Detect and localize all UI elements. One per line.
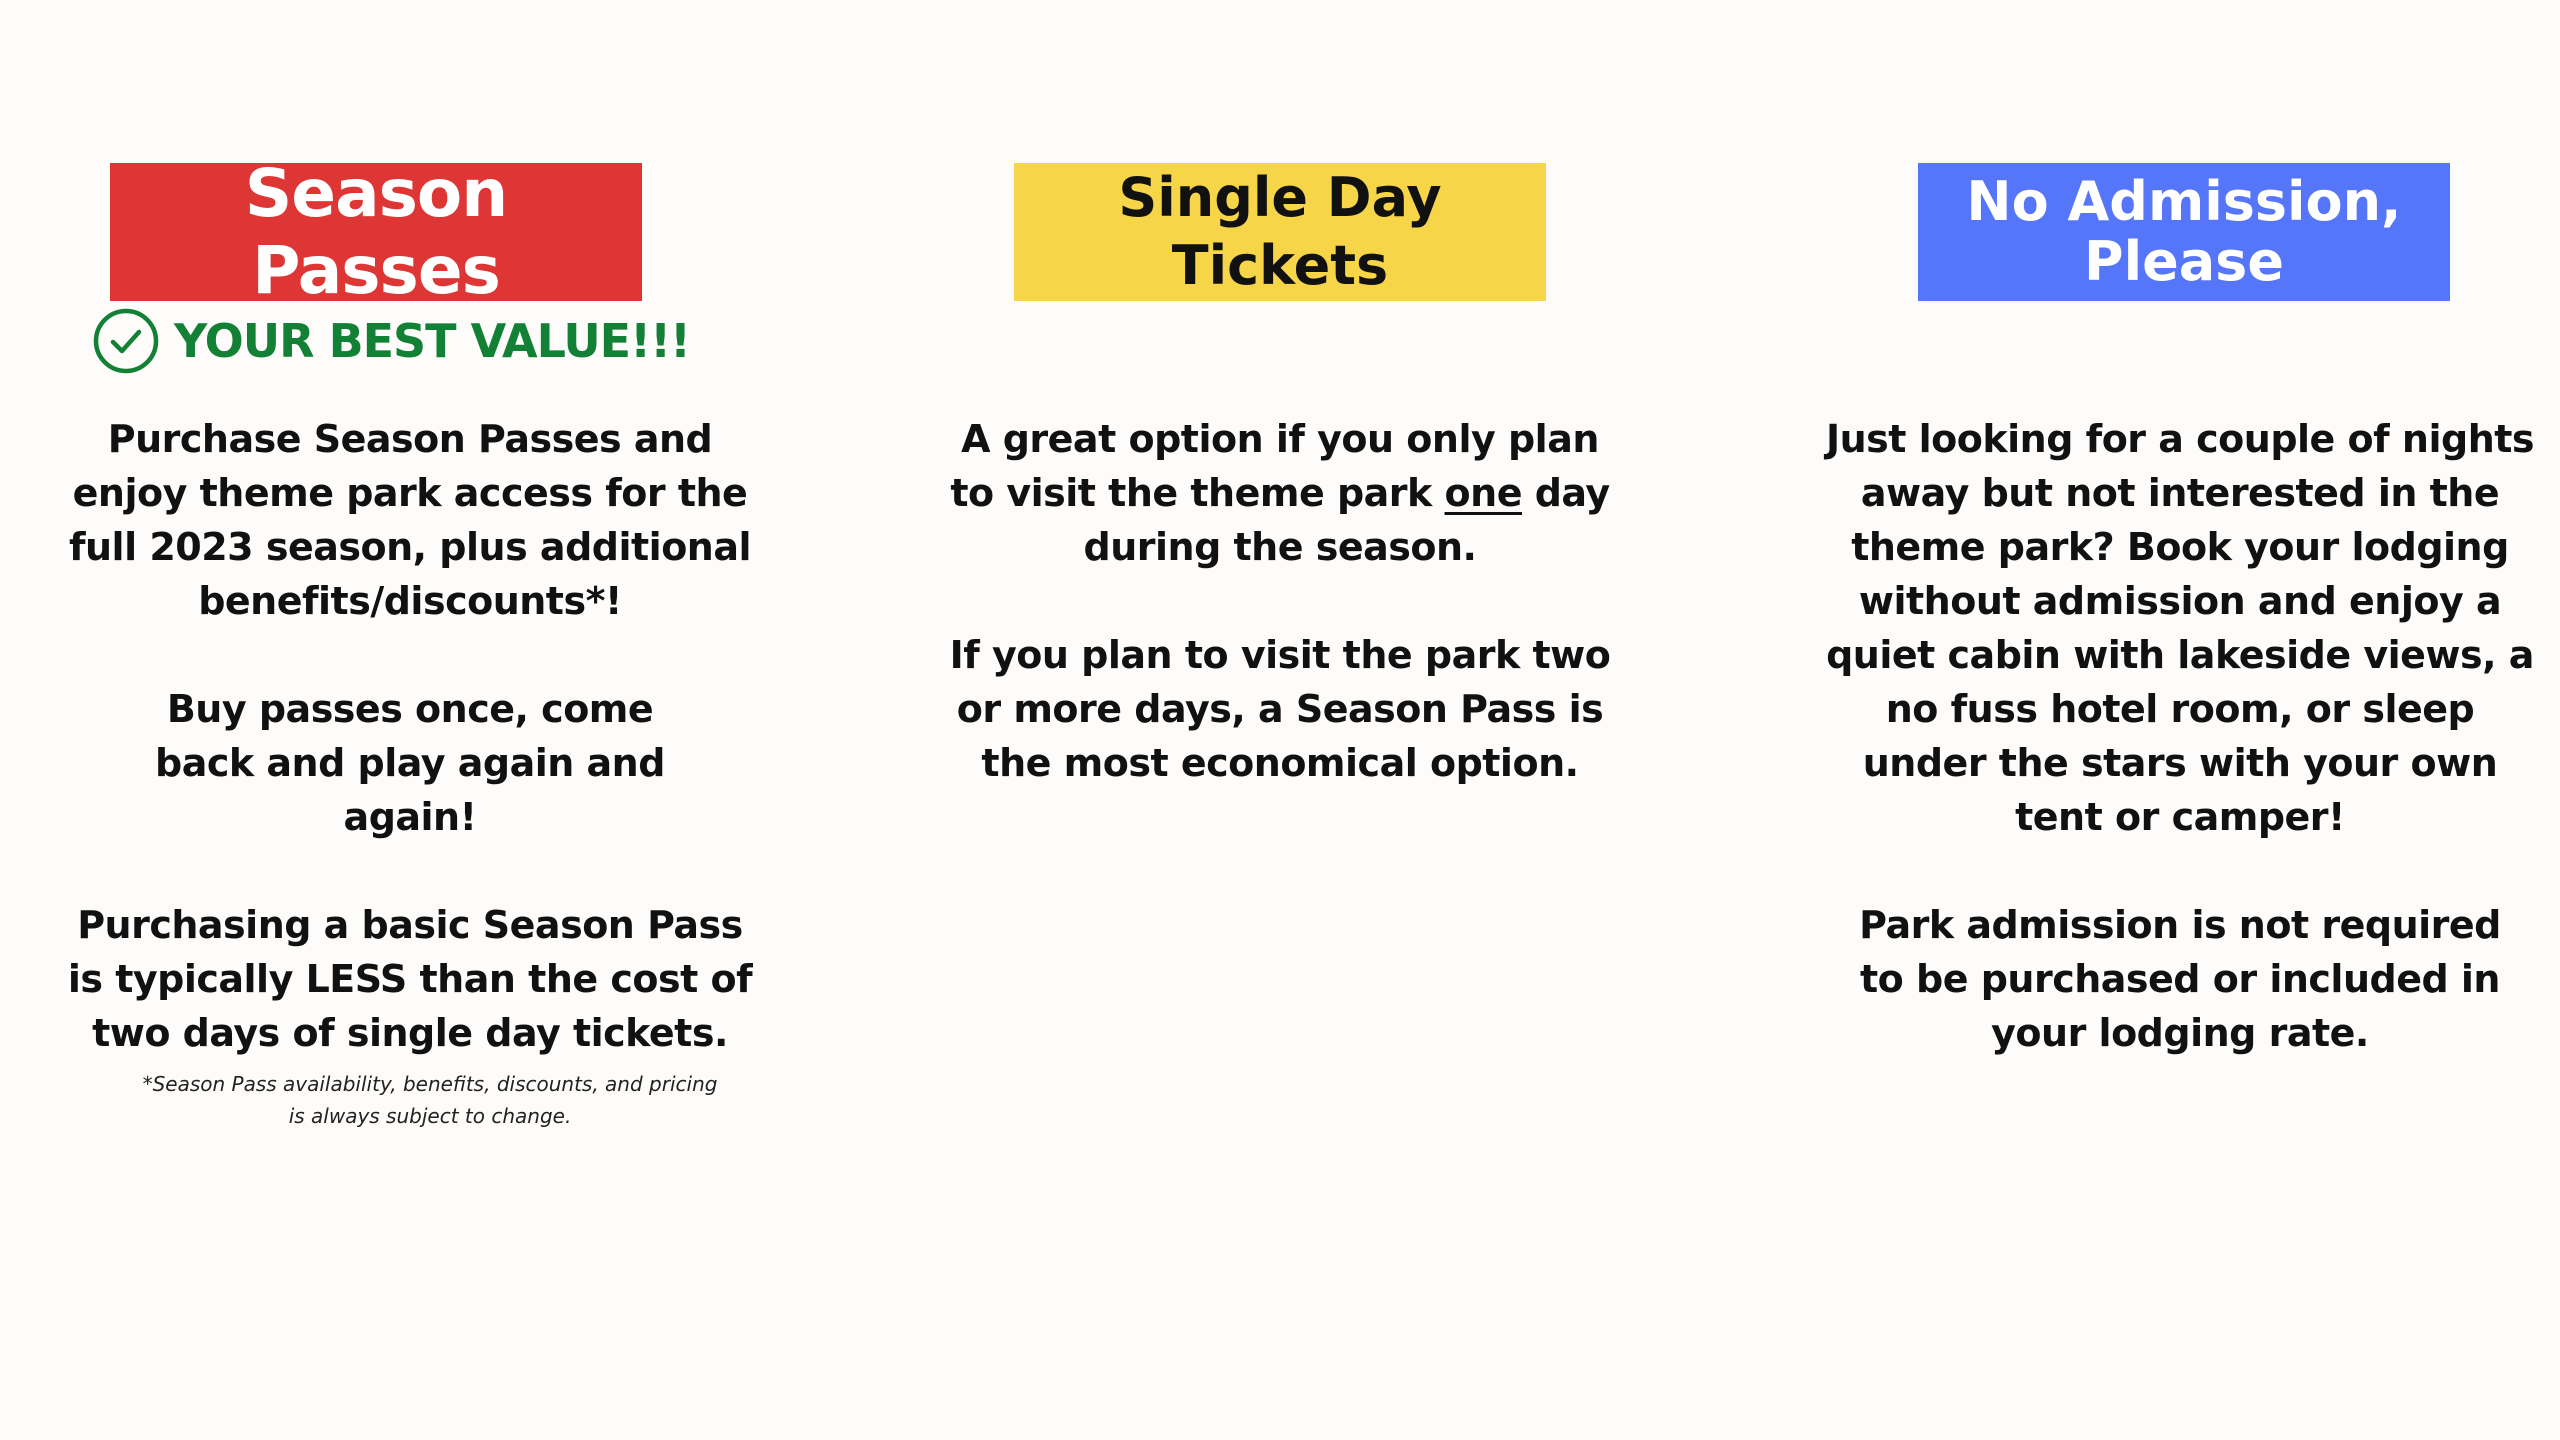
single-day-tickets-banner (1014, 163, 1546, 301)
season-passes-description (40, 412, 780, 1060)
season-paragraph-2: Buy passes once, come back and play again and again! (155, 687, 665, 839)
season-pass-footnote (60, 1068, 800, 1132)
single-day-tickets-title (1118, 164, 1441, 300)
single-title-line-1: Single Day (1118, 166, 1442, 229)
check-circle-icon (92, 307, 160, 375)
no-admission-title-line-2: Please (2084, 230, 2284, 293)
season-passes-column (40, 0, 780, 1440)
single-para1-emphasis: one (1444, 471, 1522, 515)
season-paragraph-3: Purchasing a basic Season Pass is typically LESS than the cost of two days of single day tickets. (67, 903, 753, 1055)
single-paragraph-1 (900, 412, 1660, 574)
season-paragraph-1: Purchase Season Passes and enjoy theme park access for the full 2023 season, plus additional benefits/discounts*! (68, 417, 752, 623)
no-admission-title (1966, 172, 2401, 292)
season-passes-title: Season Passes (244, 155, 508, 309)
single-title-line-2: Tickets (1171, 234, 1389, 297)
no-admission-description (1820, 412, 2540, 1060)
no-admission-column (1820, 0, 2540, 1440)
single-day-tickets-column (900, 0, 1660, 1440)
single-day-description (900, 412, 1660, 790)
best-value-text: YOUR BEST VALUE!!! (174, 314, 691, 368)
season-passes-banner (110, 155, 642, 309)
single-para1-start: A great option if you only plan to visit the theme park (950, 417, 1599, 515)
single-paragraph-2: If you plan to visit the park two or more days, a Season Pass is the most economical option. (949, 633, 1611, 785)
footnote-line-1: *Season Pass availability, benefits, discounts, and pricing (142, 1072, 718, 1096)
no-admission-paragraph-1: Just looking for a couple of nights away but not interested in the theme park? Book your lodging without admission and enjoy a quiet cabin with lakeside views, a no fuss hotel room, or sleep under the stars with your own tent or camper! (1825, 417, 2535, 839)
no-admission-title-line-1: No Admission, (1966, 170, 2402, 233)
no-admission-paragraph-2: Park admission is not required to be purchased or included in your lodging rate. (1859, 903, 2501, 1055)
single-para1-end: day during the season. (1083, 471, 1610, 569)
best-value-badge (92, 305, 690, 377)
footnote-line-2: is always subject to change. (288, 1104, 572, 1128)
no-admission-banner (1918, 163, 2450, 301)
